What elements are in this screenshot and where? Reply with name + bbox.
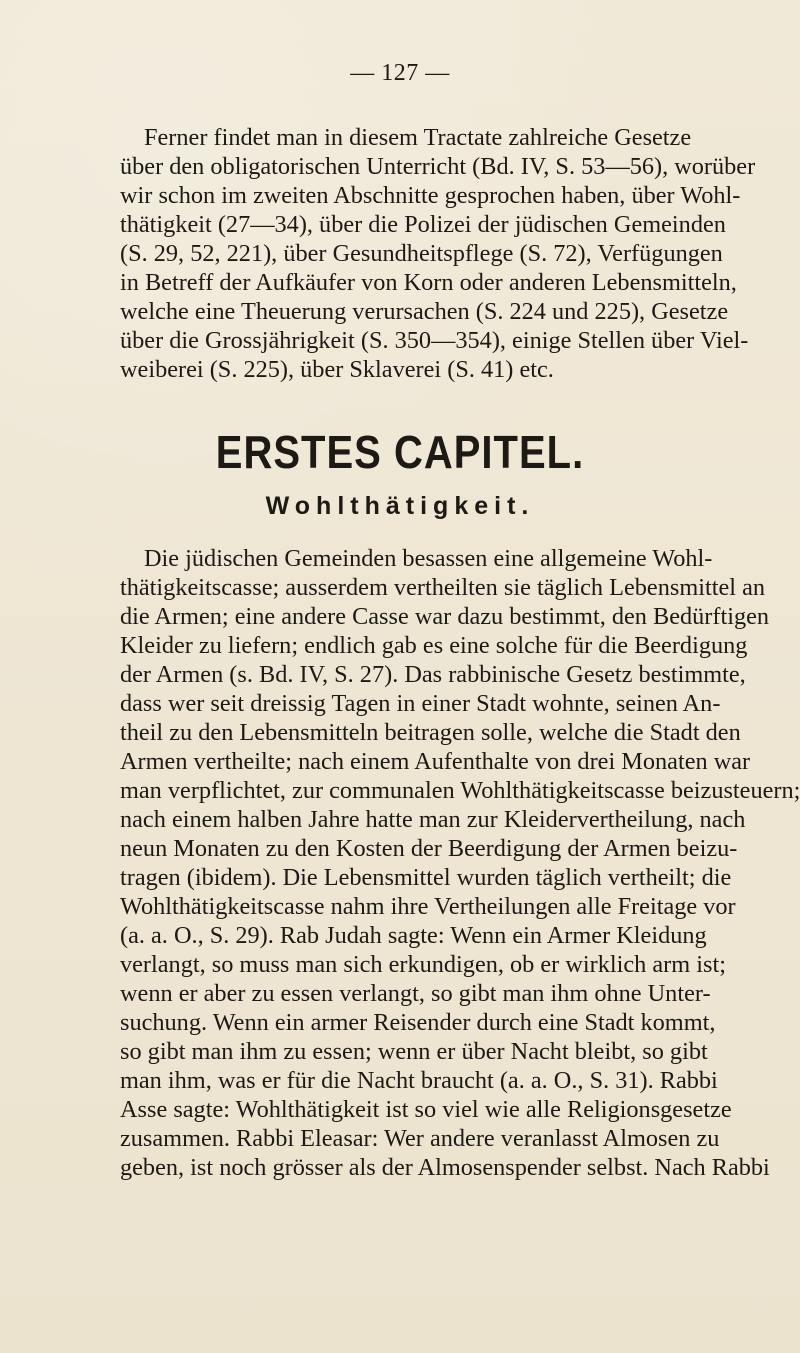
- text-line: zusammen. Rabbi Eleasar: Wer andere veranlasst Almosen zu: [120, 1125, 720, 1152]
- text-line: so gibt man ihm zu essen; wenn er über Nacht bleibt, so gibt: [120, 1038, 708, 1065]
- body-paragraph: [120, 544, 800, 1182]
- text-line: wir schon im zweiten Abschnitte gesprochen haben, über Wohl-: [120, 182, 741, 209]
- intro-paragraph: [120, 123, 756, 384]
- chapter-subtitle: Wohlthätigkeit.: [265, 492, 535, 520]
- text-line: welche eine Theuerung verursachen (S. 224 und 225), Gesetze: [120, 298, 729, 325]
- text-line: die Armen; eine andere Casse war dazu bestimmt, den Bedürftigen: [120, 603, 770, 630]
- text-line: man ihm, was er für die Nacht braucht (a. a. O., S. 31). Rabbi: [120, 1067, 718, 1094]
- text-line: thätigkeitscasse; ausserdem vertheilten sie täglich Lebensmittel an: [120, 574, 766, 601]
- text-line: neun Monaten zu den Kosten der Beerdigung der Armen beizu-: [120, 835, 738, 862]
- text-line: thätigkeit (27—34), über die Polizei der jüdischen Gemeinden: [120, 211, 726, 238]
- text-line: man verpflichtet, zur communalen Wohlthätigkeitscasse beizusteuern;: [120, 777, 800, 804]
- text-line: (a. a. O., S. 29). Rab Judah sagte: Wenn ein Armer Kleidung: [120, 922, 707, 949]
- text-line: Die jüdischen Gemeinden besassen eine allgemeine Wohl-: [144, 545, 713, 572]
- text-line: der Armen (s. Bd. IV, S. 27). Das rabbinische Gesetz bestimmte,: [120, 661, 746, 688]
- text-line: nach einem halben Jahre hatte man zur Kleidervertheilung, nach: [120, 806, 746, 833]
- chapter-title: ERSTES CAPITEL.: [215, 427, 585, 479]
- text-line: Armen vertheilte; nach einem Aufenthalte von drei Monaten war: [120, 748, 751, 775]
- text-line: geben, ist noch grösser als der Almosenspender selbst. Nach Rabbi: [120, 1154, 770, 1181]
- text-line: Asse sagte: Wohlthätigkeit ist so viel wie alle Religionsgesetze: [120, 1096, 732, 1123]
- text-line: in Betreff der Aufkäufer von Korn oder anderen Lebensmitteln,: [120, 269, 737, 296]
- text-line: wenn er aber zu essen verlangt, so gibt man ihm ohne Unter-: [120, 980, 711, 1007]
- text-line: weiberei (S. 225), über Sklaverei (S. 41) etc.: [120, 356, 554, 383]
- text-line: verlangt, so muss man sich erkundigen, ob er wirklich arm ist;: [120, 951, 726, 978]
- text-line: über den obligatorischen Unterricht (Bd. IV, S. 53—56), worüber: [120, 153, 756, 180]
- text-line: über die Grossjährigkeit (S. 350—354), einige Stellen über Viel-: [120, 327, 749, 354]
- text-line: theil zu den Lebensmitteln beitragen solle, welche die Stadt den: [120, 719, 741, 746]
- text-line: suchung. Wenn ein armer Reisender durch eine Stadt kommt,: [120, 1009, 716, 1036]
- text-line: Kleider zu liefern; endlich gab es eine solche für die Beerdigung: [120, 632, 748, 659]
- text-line: Ferner findet man in diesem Tractate zahlreiche Gesetze: [144, 124, 692, 151]
- text-line: (S. 29, 52, 221), über Gesundheitspflege (S. 72), Verfügungen: [120, 240, 723, 267]
- text-line: dass wer seit dreissig Tagen in einer Stadt wohnte, seinen An-: [120, 690, 721, 717]
- text-line: tragen (ibidem). Die Lebensmittel wurden täglich vertheilt; die: [120, 864, 732, 891]
- page-number: — 127 —: [350, 60, 450, 86]
- text-line: Wohlthätigkeitscasse nahm ihre Vertheilungen alle Freitage vor: [120, 893, 736, 920]
